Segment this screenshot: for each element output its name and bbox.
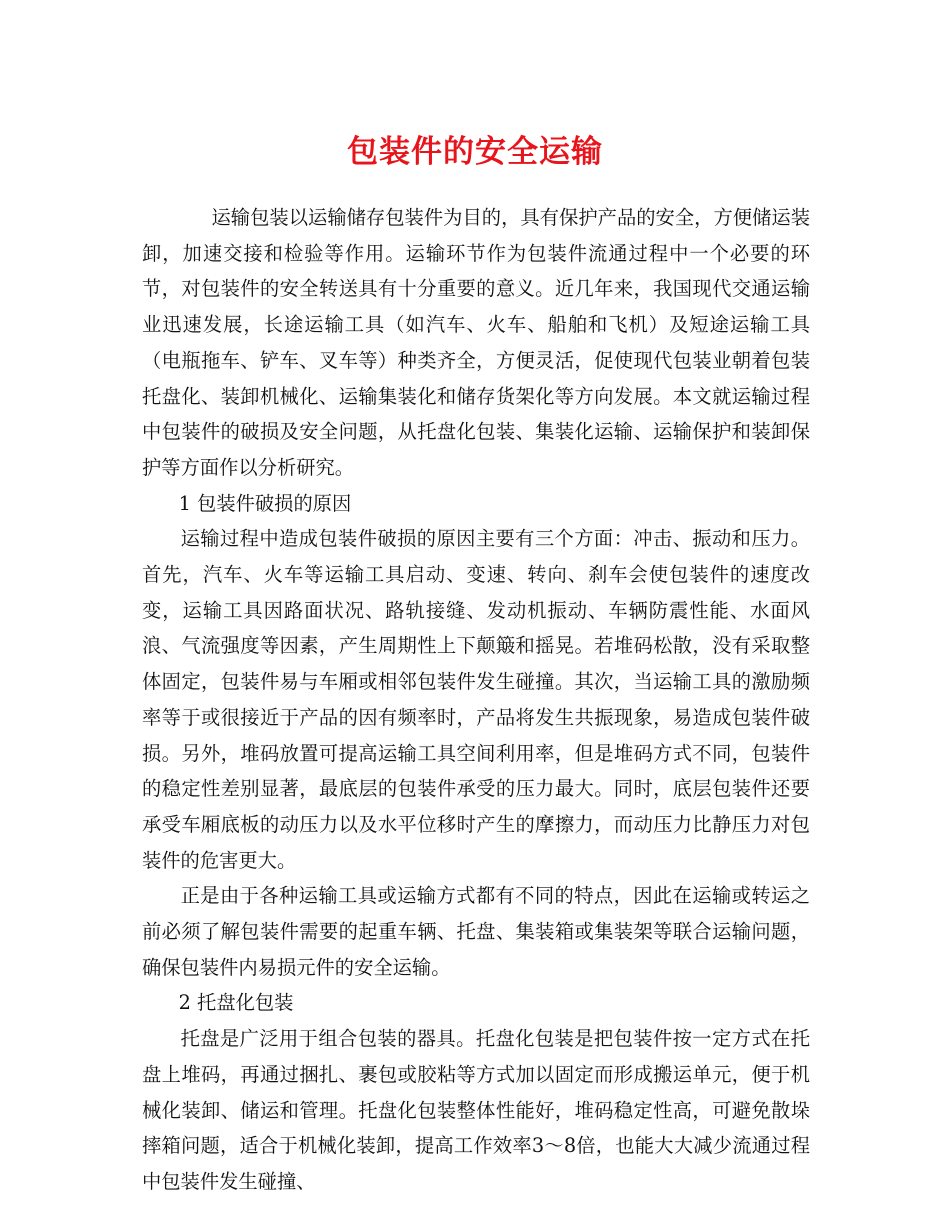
section-2-paragraph-1: 托盘是广泛用于组合包装的器具。托盘化包装是把包装件按一定方式在托盘上堆码，再通过捆扎、裹包或胶粘等方式加以固定而形成搬运单元，便于机械化装卸、储运和管理。托盘化包装整体性能好，堆码稳定性高，可避免散垛摔箱问题，适合于机械化装卸，提高工作效率3～8倍，也能大大减少流通过程中包装件发生碰撞、 xyxy=(142,1027,810,1193)
section-heading-1: 1 包装件破损的原因 xyxy=(178,491,352,515)
page-title: 包装件的安全运输 xyxy=(347,134,603,170)
section-1-paragraph-1: 运输过程中造成包装件破损的原因主要有三个方面：冲击、振动和压力。首先，汽车、火车等运输工具启动、变速、转向、刹车会使包装件的速度改变，运输工具因路面状况、路轨接缝、发动机振动、车辆防震性能、水面风浪、气流强度等因素，产生周期性上下颠簸和摇晃。若堆码松散，没有采取整体固定，包装件易与车厢或相邻包装件发生碰撞。其次，当运输工具的激励频率等于或很接近于产品的因有频率时，产品将发生共振现象，易造成包装件破损。另外，堆码放置可提高运输工具空间利用率，但是堆码方式不同，包装件的稳定性差别显著，最底层的包装件承受的压力最大。同时，底层包装件还要承受车厢底板的动压力以及水平位移时产生的摩擦力，而动压力比静压力对包装件的危害更大。 xyxy=(142,527,810,872)
section-heading-2: 2 托盘化包装 xyxy=(178,991,294,1015)
section-1-paragraph-2: 正是由于各种运输工具或运输方式都有不同的特点，因此在运输或转运之前必须了解包装件需要的起重车辆、托盘、集装箱或集装架等联合运输问题，确保包装件内易损元件的安全运输。 xyxy=(142,884,810,979)
intro-paragraph: 运输包装以运输储存包装件为目的，具有保护产品的安全，方便储运装卸，加速交接和检验等作用。运输环节作为包装件流通过程中一个必要的环节，对包装件的安全转送具有十分重要的意义。近几年来，我国现代交通运输业迅速发展，长途运输工具（如汽车、火车、船舶和飞机）及短途运输工具（电瓶拖车、铲车、叉车等）种类齐全，方便灵活，促使现代包装业朝着包装托盘化、装卸机械化、运输集装化和储存货架化等方向发展。本文就运输过程中包装件的破损及安全问题，从托盘化包装、集装化运输、运输保护和装卸保护等方面作以分析研究。 xyxy=(142,206,810,479)
document-body xyxy=(142,200,810,1200)
